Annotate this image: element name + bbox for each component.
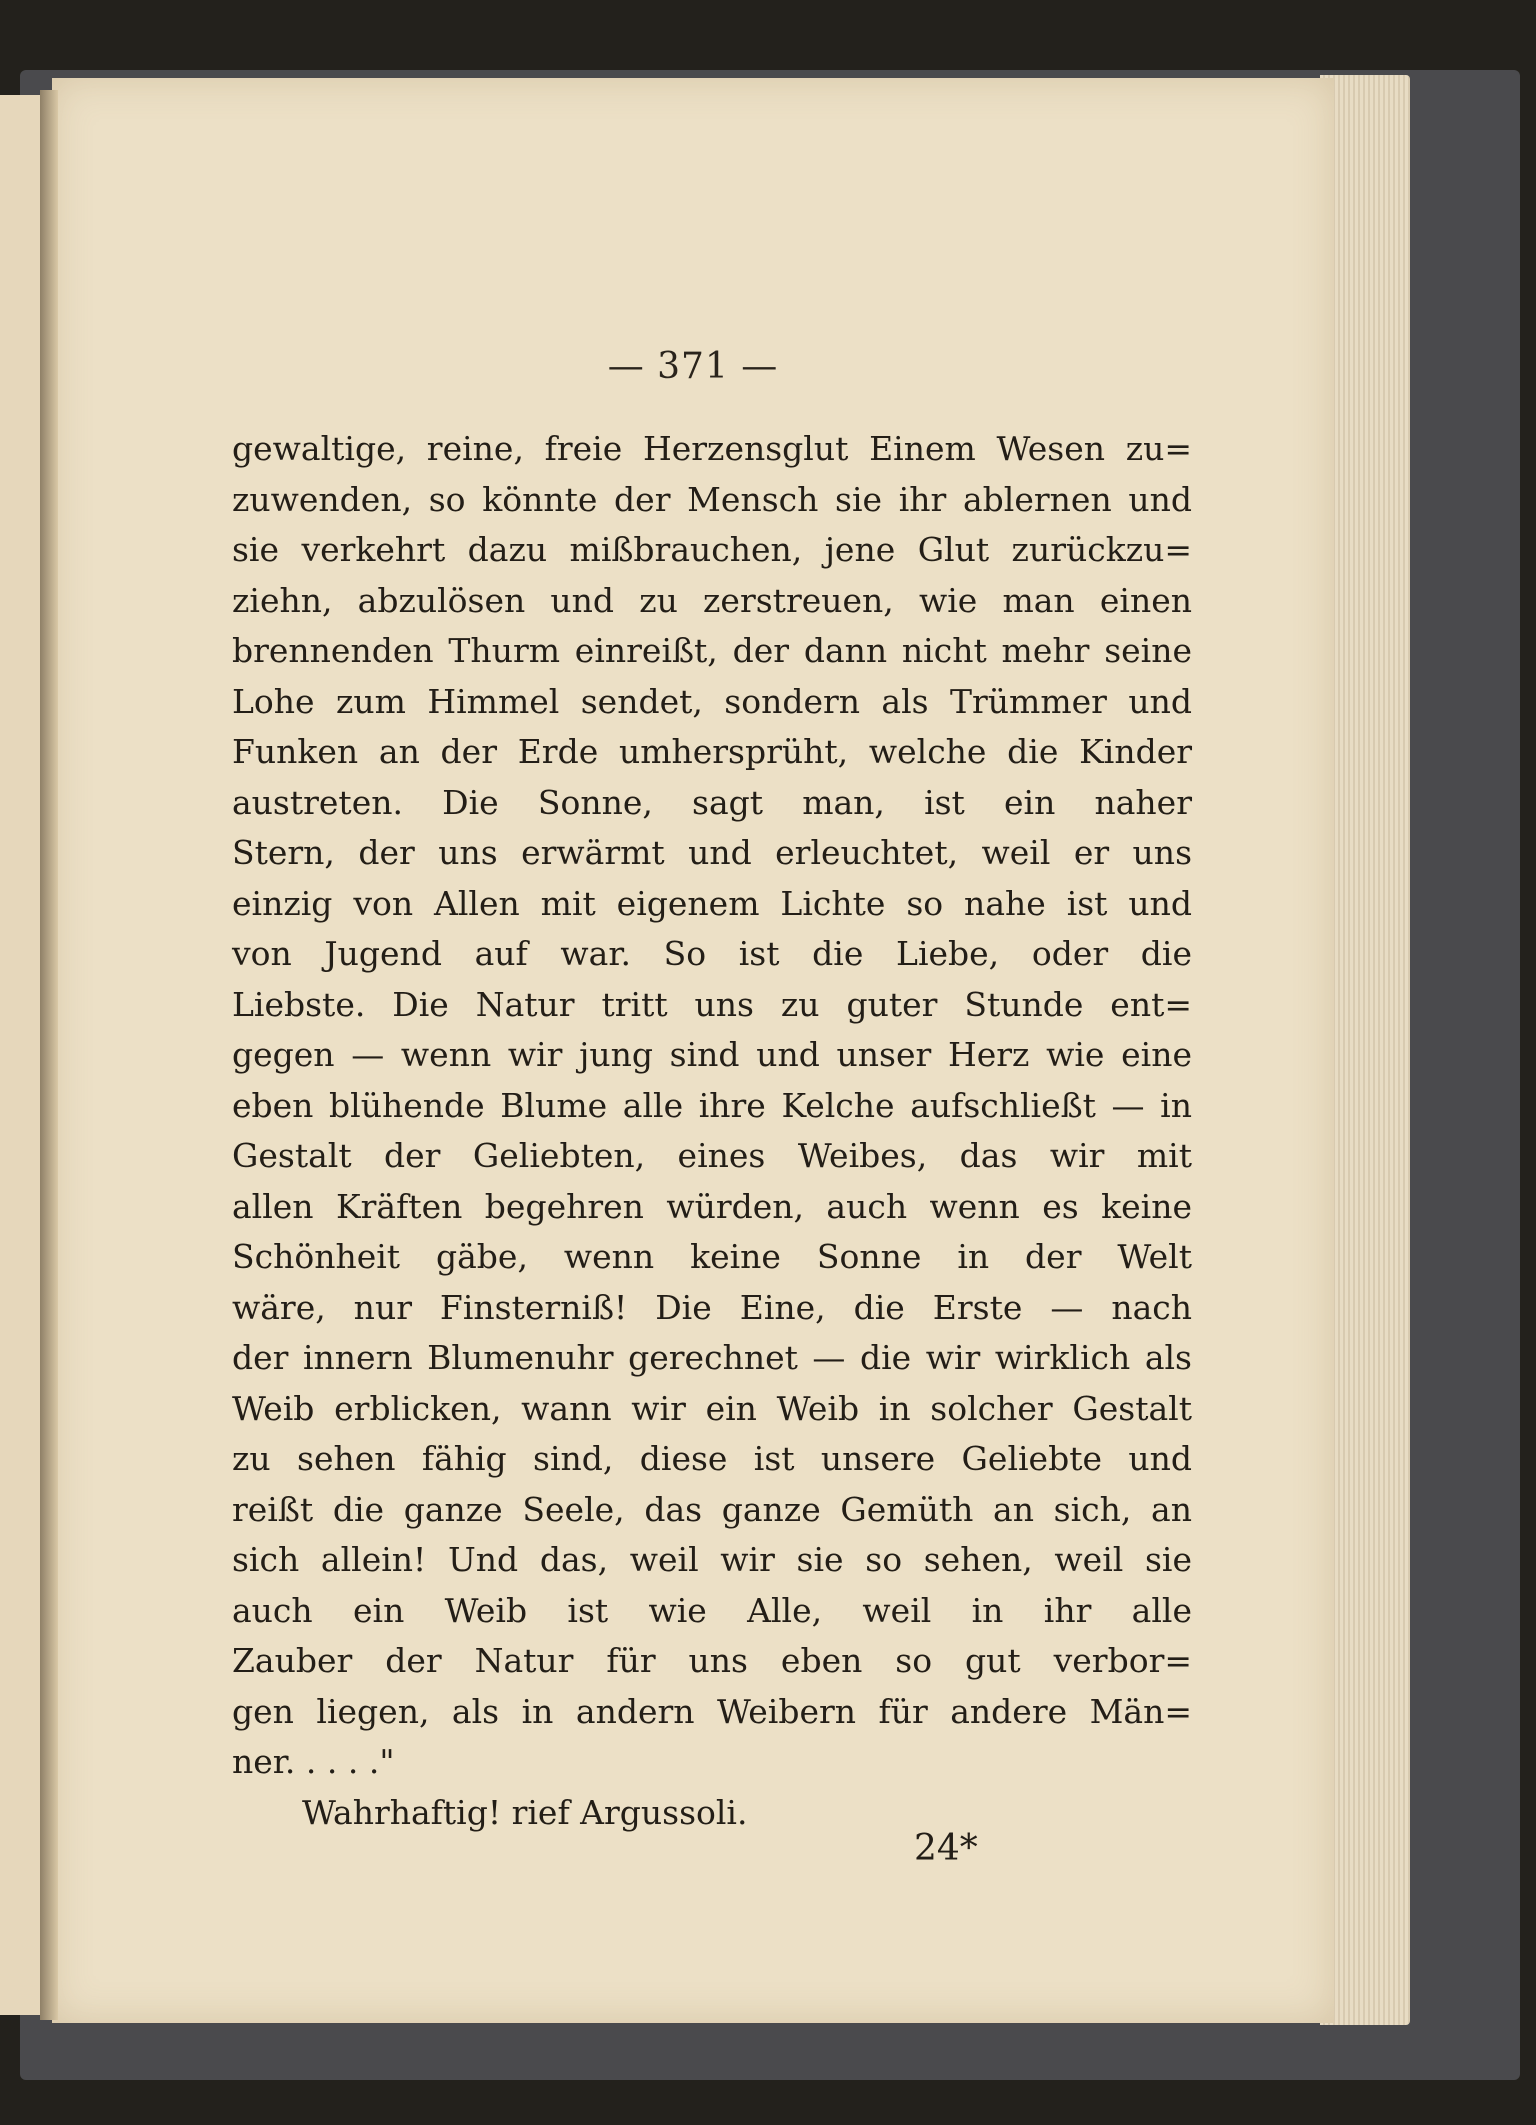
text-line: zuwenden, so könnte der Mensch sie ihr ablernen und (232, 479, 1192, 519)
text-line: gen liegen, als in andern Weibern für andere Män= (232, 1691, 1192, 1731)
gutter-shadow (40, 90, 58, 2020)
body-text (232, 424, 1192, 1838)
page-number: — 371 — (607, 346, 779, 387)
text-line: reißt die ganze Seele, das ganze Gemüth an sich, an (232, 1489, 1192, 1529)
text-line: austreten. Die Sonne, sagt man, ist ein naher (232, 782, 1192, 822)
signature-mark: 24* (914, 1828, 978, 1869)
text-line: Weib erblicken, wann wir ein Weib in solcher Gestalt (232, 1388, 1192, 1428)
text-line: sich allein! Und das, weil wir sie so sehen, weil sie (232, 1540, 1192, 1579)
text-line: Liebste. Die Natur tritt uns zu guter Stunde ent= (232, 984, 1192, 1024)
text-line: der innern Blumenuhr gerechnet — die wir wirklich als (232, 1338, 1192, 1377)
text-line: Gestalt der Geliebten, eines Weibes, das wir mit (232, 1136, 1192, 1175)
text-line: wäre, nur Finsterniß! Die Eine, die Erste — nach (232, 1287, 1192, 1327)
text-line: ner. . . . ." (232, 1742, 395, 1781)
text-line: gegen — wenn wir jung sind und unser Herz wie eine (232, 1035, 1192, 1074)
text-line: sie verkehrt dazu mißbrauchen, jene Glut zurückzu= (232, 530, 1192, 569)
text-line: Schönheit gäbe, wenn keine Sonne in der Welt (232, 1237, 1192, 1276)
text-line: Zauber der Natur für uns eben so gut verbor= (232, 1641, 1192, 1680)
text-line: Stern, der uns erwärmt und erleuchtet, weil er uns (232, 833, 1192, 872)
text-line: Lohe zum Himmel sendet, sondern als Trümmer und (232, 681, 1192, 721)
text-line: einzig von Allen mit eigenem Lichte so nahe ist und (232, 883, 1192, 923)
book-page (52, 78, 1334, 2023)
text-line: auch ein Weib ist wie Alle, weil in ihr alle (232, 1590, 1192, 1630)
text-line: gewaltige, reine, freie Herzensglut Einem Wesen zu= (232, 429, 1192, 468)
text-line: von Jugend auf war. So ist die Liebe, oder die (232, 934, 1192, 973)
text-line: eben blühende Blume alle ihre Kelche aufschließt — in (232, 1085, 1192, 1125)
text-line: Wahrhaftig! rief Argussoli. (302, 1792, 748, 1832)
text-line: ziehn, abzulösen und zu zerstreuen, wie man einen (232, 580, 1192, 620)
text-line: zu sehen fähig sind, diese ist unsere Geliebte und (232, 1439, 1192, 1478)
text-line: allen Kräften begehren würden, auch wenn es keine (232, 1186, 1192, 1226)
text-line: brennenden Thurm einreißt, der dann nicht mehr seine (232, 631, 1192, 670)
text-line: Funken an der Erde umhersprüht, welche die Kinder (232, 732, 1192, 771)
